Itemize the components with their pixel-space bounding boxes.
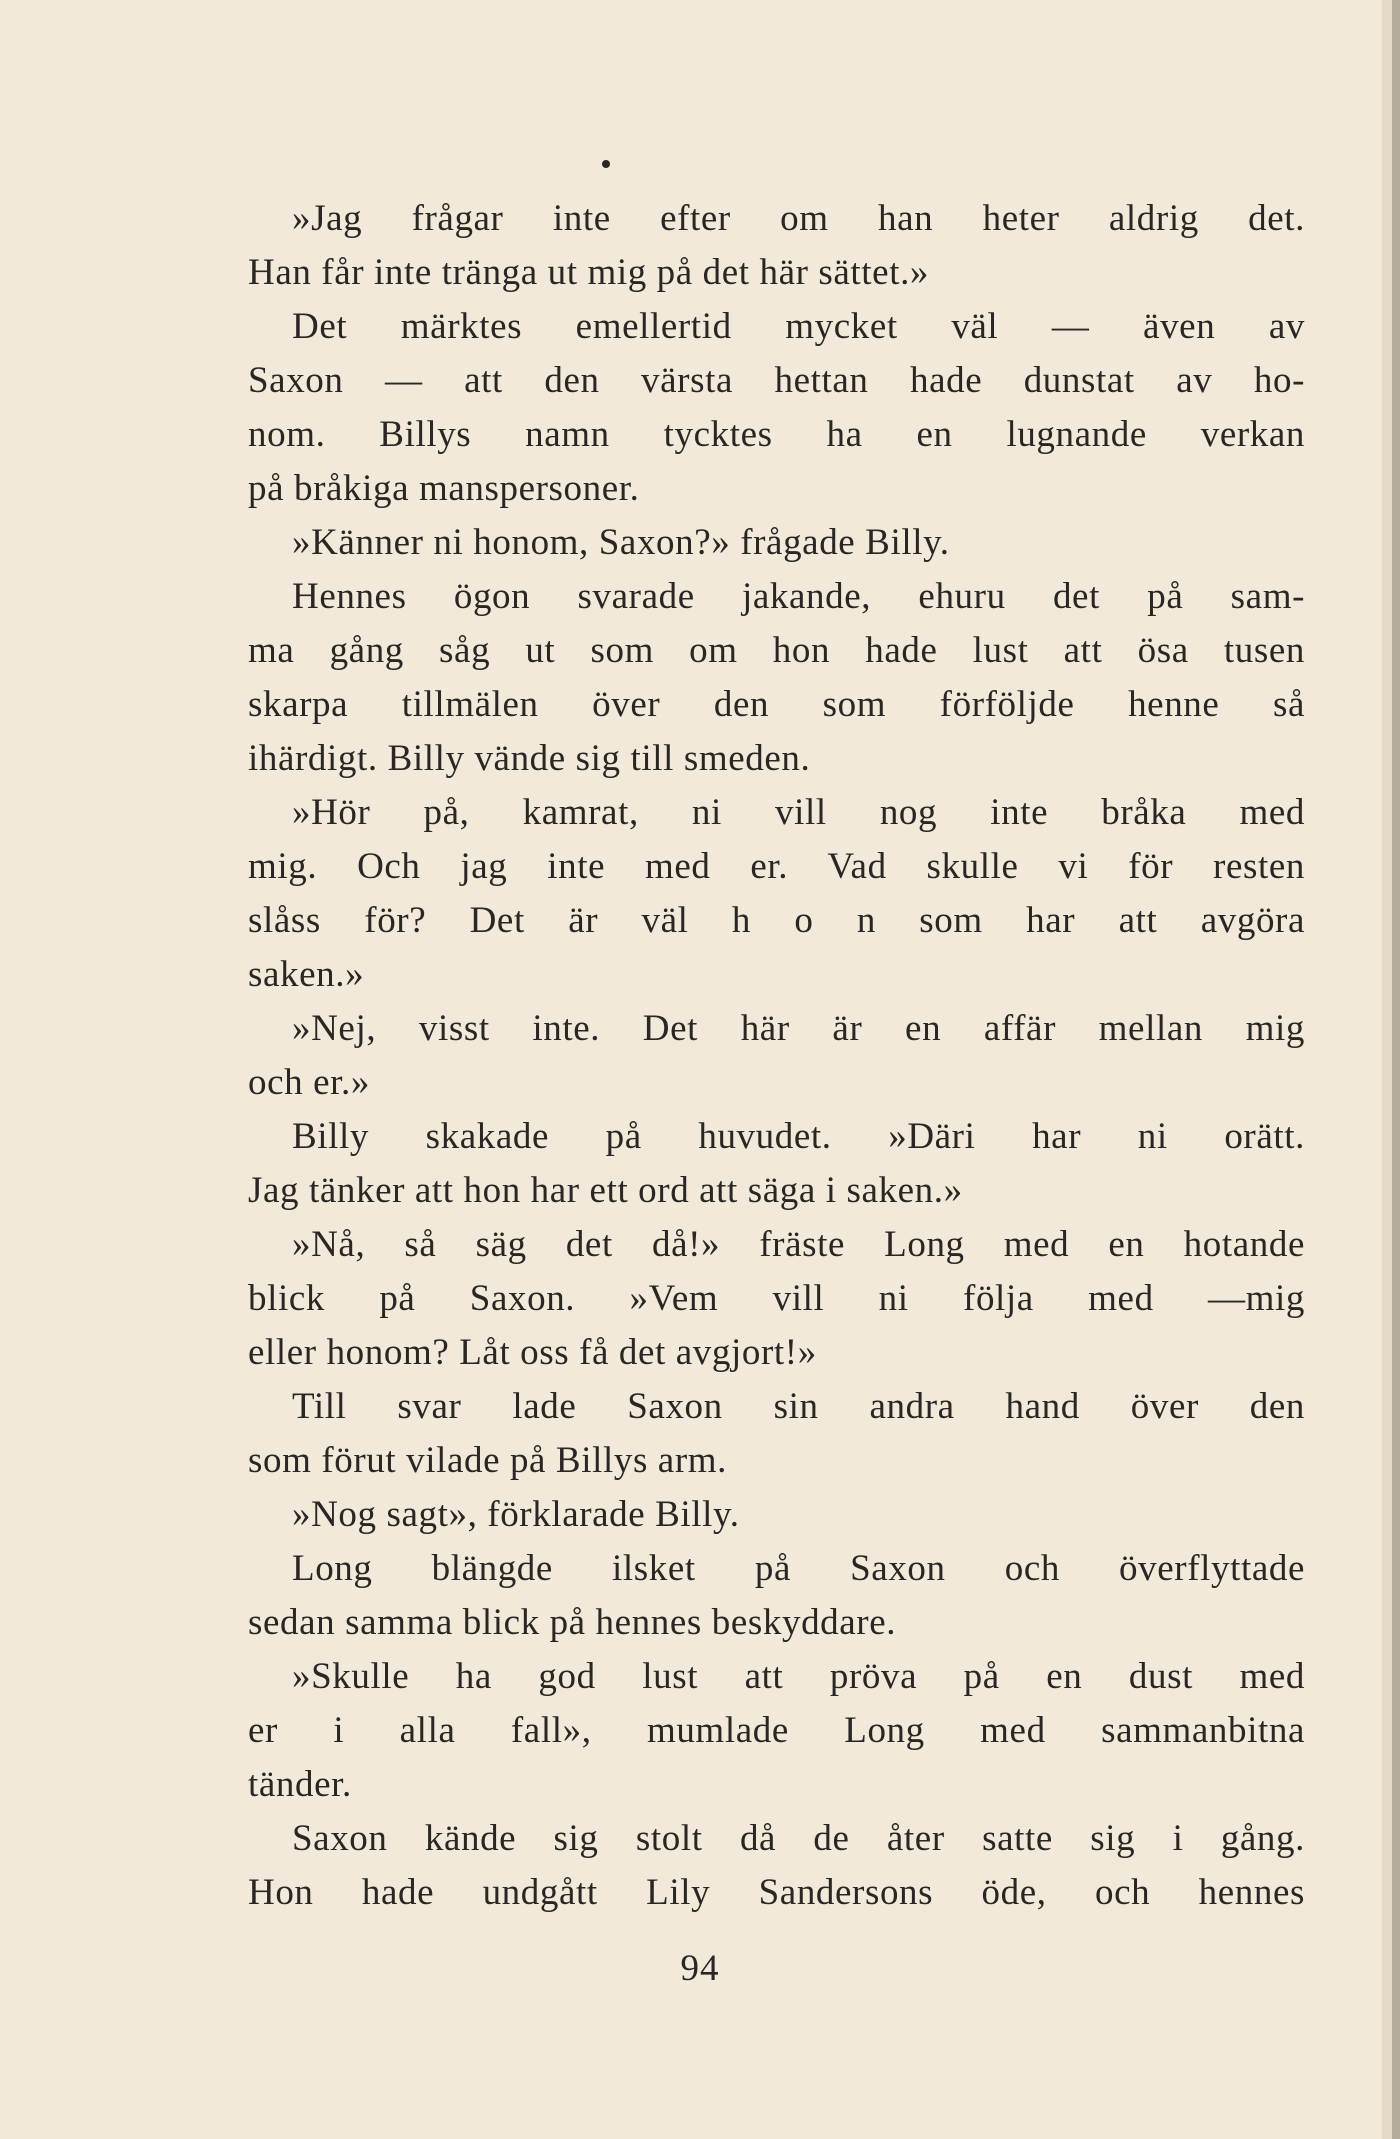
text-line: Long blängde ilsket på Saxon och överflyttade xyxy=(292,1548,1305,1589)
text-line: Han får inte tränga ut mig på det här sättet.» xyxy=(248,252,930,293)
text-line: tänder. xyxy=(248,1764,352,1805)
text-line: Till svar lade Saxon sin andra hand över den xyxy=(292,1386,1305,1427)
text-line: Billy skakade på huvudet. »Däri har ni orätt. xyxy=(292,1116,1305,1157)
text-line: blick på Saxon. »Vem vill ni följa med —mig xyxy=(248,1278,1305,1319)
text-line: »Skulle ha god lust att pröva på en dust med xyxy=(292,1656,1305,1697)
text-line: på bråkiga manspersoner. xyxy=(248,468,640,509)
text-line: som förut vilade på Billys arm. xyxy=(248,1440,727,1481)
text-line: sedan samma blick på hennes beskyddare. xyxy=(248,1602,897,1643)
text-line: ma gång såg ut som om hon hade lust att ösa tusen xyxy=(248,630,1305,671)
text-line: »Jag frågar inte efter om han heter aldrig det. xyxy=(292,198,1305,239)
page-number: 94 xyxy=(680,1948,720,1989)
text-line: »Känner ni honom, Saxon?» frågade Billy. xyxy=(292,522,950,563)
text-line: eller honom? Låt oss få det avgjort!» xyxy=(248,1332,817,1373)
text-line: ihärdigt. Billy vände sig till smeden. xyxy=(248,738,811,779)
page-edge xyxy=(1392,0,1400,2139)
text-line: Jag tänker att hon har ett ord att säga i saken.» xyxy=(248,1170,963,1211)
text-line: er i alla fall», mumlade Long med sammanbitna xyxy=(248,1710,1305,1751)
text-line: nom. Billys namn tycktes ha en lugnande verkan xyxy=(248,414,1305,455)
text-line: Hon hade undgått Lily Sandersons öde, och hennes xyxy=(248,1872,1305,1913)
text-line: skarpa tillmälen över den som förföljde henne så xyxy=(248,684,1305,725)
text-line: mig. Och jag inte med er. Vad skulle vi för resten xyxy=(248,846,1305,887)
page-edge-shadow xyxy=(1382,0,1392,2139)
text-line: Det märktes emellertid mycket väl — även av xyxy=(292,306,1305,347)
text-line: slåss för? Det är väl h o n som har att avgöra xyxy=(248,900,1305,941)
text-line: Saxon kände sig stolt då de åter satte sig i gång. xyxy=(292,1818,1305,1859)
text-line: »Nå, så säg det då!» fräste Long med en hotande xyxy=(292,1224,1305,1265)
text-line: Saxon — att den värsta hettan hade dunstat av ho- xyxy=(248,360,1305,401)
text-line: Hennes ögon svarade jakande, ehuru det på sam- xyxy=(292,576,1305,617)
text-line: saken.» xyxy=(248,954,365,995)
text-line: »Nej, visst inte. Det här är en affär mellan mig xyxy=(292,1008,1305,1049)
text-line: »Hör på, kamrat, ni vill nog inte bråka med xyxy=(292,792,1305,833)
text-line: »Nog sagt», förklarade Billy. xyxy=(292,1494,740,1535)
ink-speck xyxy=(602,160,610,168)
body-text xyxy=(248,192,1305,1920)
text-line: och er.» xyxy=(248,1062,370,1103)
